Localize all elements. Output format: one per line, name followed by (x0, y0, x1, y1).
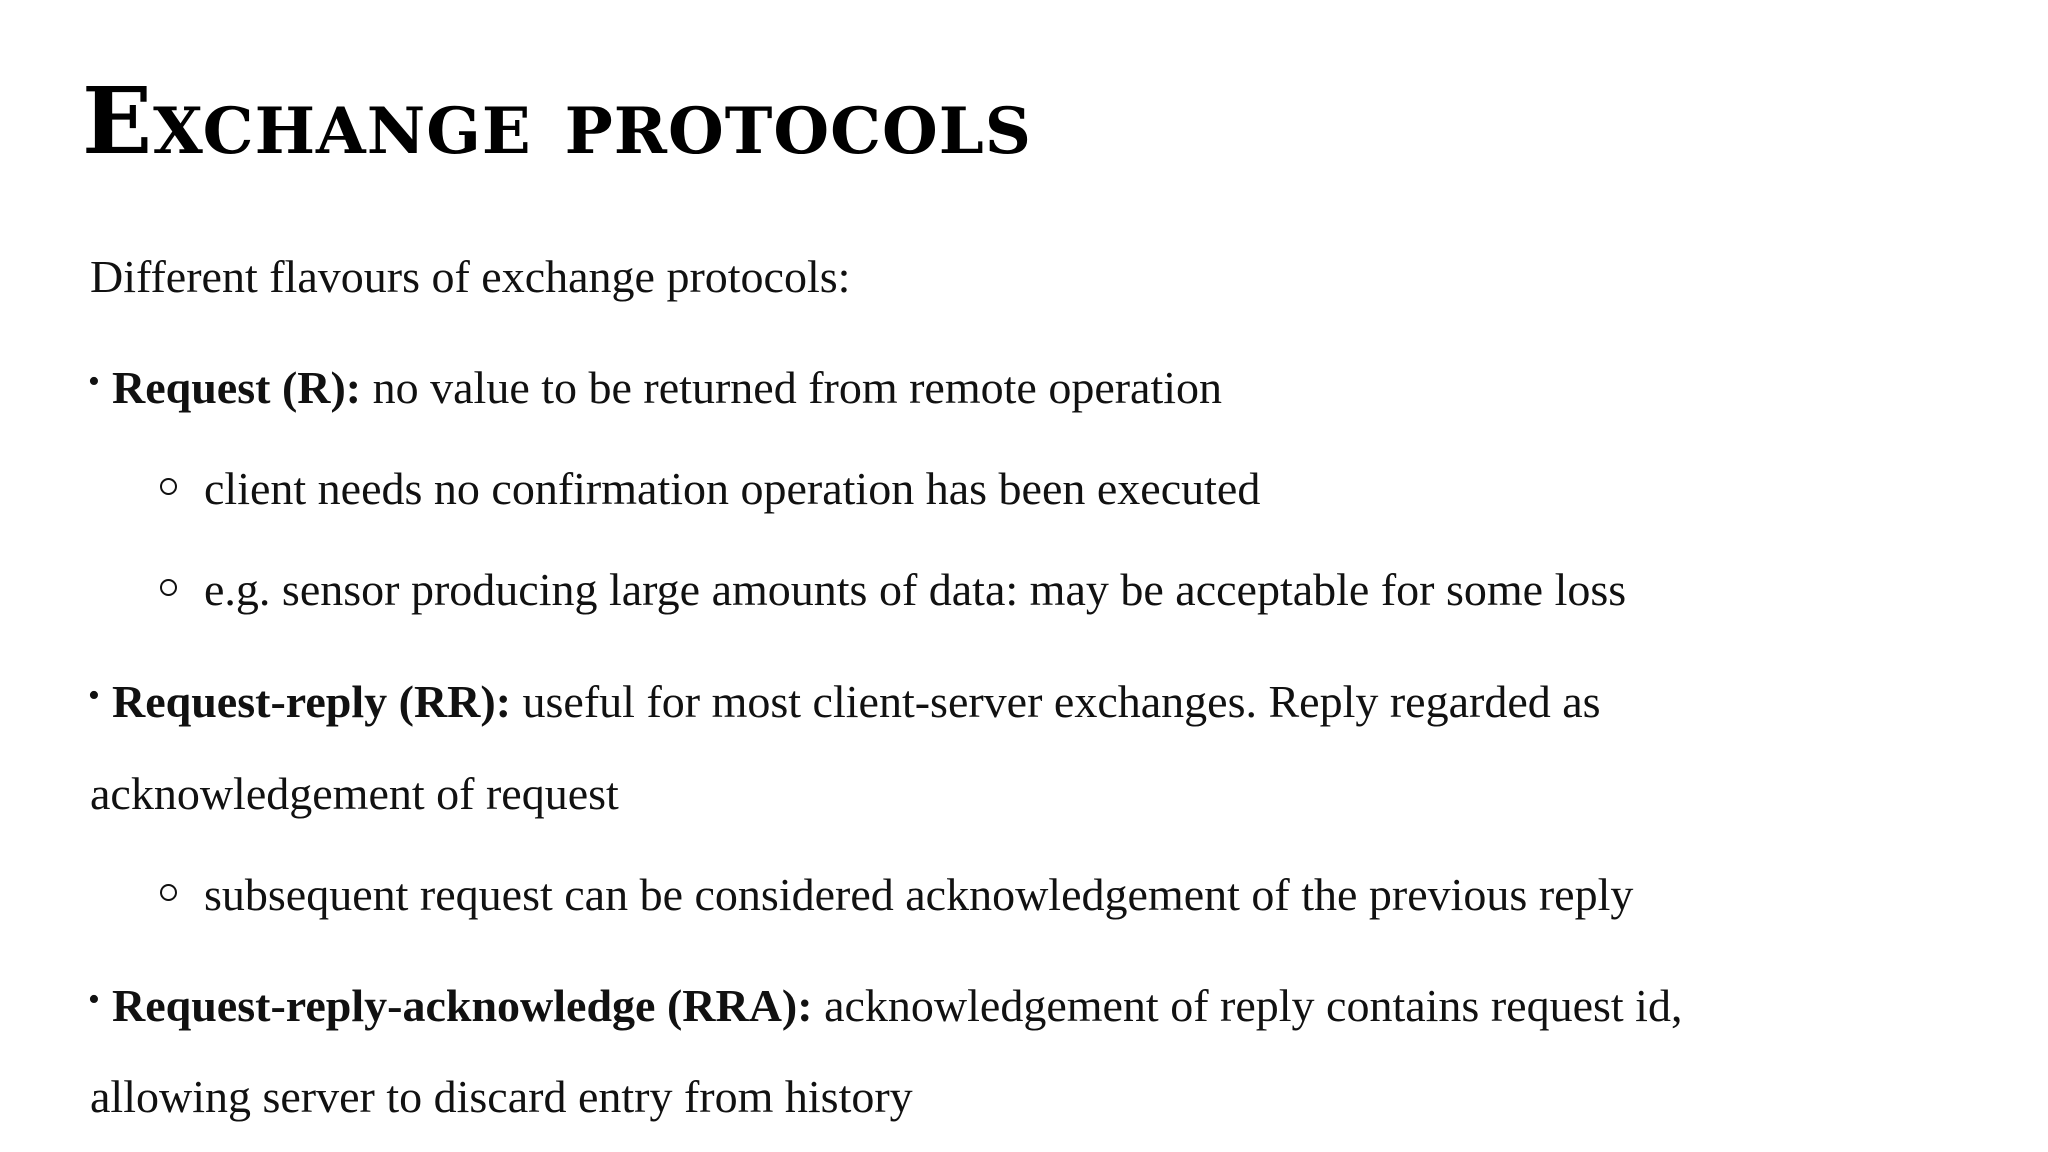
bullet-term: Request-reply-acknowledge (RRA): (112, 980, 813, 1031)
hollow-circle-bullet-icon (160, 884, 177, 901)
bullet-continuation: allowing server to discard entry from history (90, 1071, 913, 1122)
bullet-description: acknowledgement of reply contains request id, (812, 980, 1683, 1031)
hollow-circle-bullet-icon (160, 579, 177, 596)
slide-title: Exchange protocols (82, 67, 1033, 175)
bullet-icon: • (88, 363, 100, 400)
sub-item-text: subsequent request can be considered acknowledgement of the previous reply (204, 869, 1634, 920)
bullet-description: useful for most client-server exchanges. Reply regarded as (511, 676, 1601, 727)
bullet-description: no value to be returned from remote operation (361, 362, 1223, 413)
bullet-icon: • (88, 981, 100, 1018)
hollow-circle-bullet-icon (160, 478, 177, 495)
sub-item-text: client needs no confirmation operation has been executed (204, 463, 1261, 514)
bullet-continuation: acknowledgement of request (90, 768, 619, 819)
bullet-term: Request-reply (RR): (112, 676, 512, 727)
sub-item-text: e.g. sensor producing large amounts of data: may be acceptable for some loss (204, 564, 1627, 615)
bullet-icon: • (88, 677, 100, 714)
bullet-term: Request (R): (112, 362, 362, 413)
intro-text: Different flavours of exchange protocols: (90, 251, 851, 302)
